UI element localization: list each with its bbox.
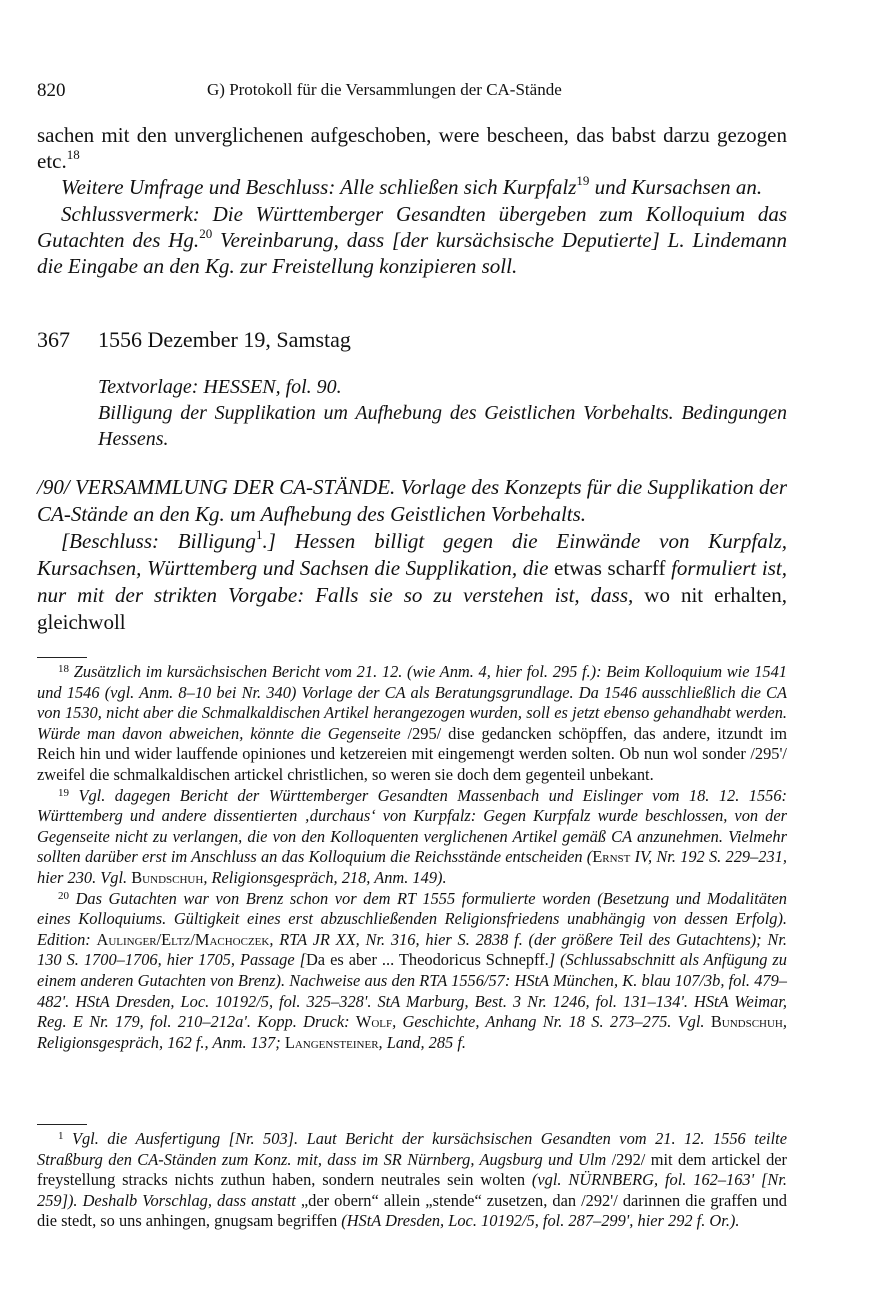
footnote-ref-20[interactable]: 20 [199,225,213,241]
textvorlage-block [98,375,787,452]
entry-title: 1556 Dezember 19, Samstag [98,327,351,352]
footnote-ref-18[interactable]: 18 [66,147,80,163]
footnote-ref-19[interactable]: 19 [576,173,590,189]
footnote-1: $^1$ Vgl. die Ausfertigung [Nr. 503]. Laut Bericht der kursächsischen Gesandten vom 21. 12. 1556 teilte Straßburg den CA-Ständen zum Konz. mit, dass im SR Nürnberg, Augsburg und Ulm /292/ mit dem artickel der freystellung stracks nichts zuthun haben, sondern neutrales sein wolten (vgl. NÜRNBERG, fol. 162–163' [Nr. 259]). Deshalb Vorschlag, dass anstatt „der obern“ allein „stende“ zusetzen, dan /292'/ darinnen die graffen und die stedt, so uns anhingen, gnugsam begriffen (HStA Dresden, Loc. 10192/5, fol. 287–299', hier 292 f. Or.). [37,1129,788,1231]
footnote-20: $^{20}$ Das Gutachten war von Brenz schon vor dem RT 1555 formulierte worden (Besetzung und Modalitäten eines Kolloquiums. Gültigkeit eines erst abzuschließenden Religionsfriedens unabhängig von dessen Erfolg). Edition: Aulinger/Eltz/Machoczek, RTA JR XX, Nr. 316, hier S. 2838 f. (der größere Teil des Gutachtens); Nr. 130 S. 1700–1706, hier 1705, Passage [Da es aber ... Theodoricus Schnepff.] (Schlussabschnitt als Anfügung zu einem anderen Gutachten von Brenz). Nachweise aus den RTA 1556/57: HStA München, K. blau 107/3b, fol. 479–482'. HStA Dresden, Loc. 10192/5, fol. 325–328'. StA Marburg, Best. 3 Nr. 1246, fol. 131–134'. HStA Weimar, Reg. E Nr. 179, fol. 210–212a'. Kopp. Druck: Wolf, Geschichte, Anhang Nr. 18 S. 273–275. Vgl. Bundschuh, Religionsgespräch, 162 f., Anm. 137; Langensteiner, Land, 285 f. [37,888,787,1052]
footnote-divider [37,657,87,658]
running-header [37,80,787,104]
footnote-19: $^{19}$ Vgl. dagegen Bericht der Württemberger Gesandten Massenbach und Eislinger vom 18. 12. 1556: Württemberg und andere dissentierten ‚durchaus‘ von Kurpfalz: Gegen Kurpfalz wurde beschlossen, von der Gegenseite nicht zu verlangen, die von den Kolloquenten verglichenen Artikel gemäß CA anzunehmen. Vielmehr sollten darüber erst im Anschluss an das Kolloquium die Reichsstände entscheiden (Ernst IV, Nr. 192 S. 229–231, hier 230. Vgl. Bundschuh, Religionsgespräch, 218, Anm. 149). [37,785,787,887]
entry-body [37,474,787,636]
paragraph-versammlung: /90/ VERSAMMLUNG DER CA-STÄNDE. Vorlage des Konzepts für die Supplikation der CA-Stände an den Kg. um Aufhebung des Geistlichen Vorbehalts. [37,475,787,526]
textvorlage-source: Textvorlage: HESSEN, fol. 90. [98,376,342,398]
footnotes-numeric [37,662,787,1053]
page-number: 820 [37,80,66,101]
paragraph-beschluss: [Beschluss: Billigung$^1$.] Hessen billigt gegen die Einwände von Kurpfalz, Kursachsen, Württemberg und Sachsen die Supplikation, die etwas scharff formuliert ist, nur mit der strikten Vorgabe: Falls sie so zu verstehen ist, dass, wo nit erhalten, gleichwoll [37,527,788,634]
footnotes-apparatus [37,1129,787,1232]
textvorlage-summary: Billigung der Supplikation um Aufhebung des Geistlichen Vorbehalts. Bedingungen Hessens. [98,401,787,450]
paragraph-umfrage: Weitere Umfrage und Beschluss: Alle schließen sich Kurpfalz$^{19}$ und Kursachsen an. [61,173,763,200]
paragraph-continuation: sachen mit den unverglichenen aufgeschoben, were bescheen, das babst darzu gezogen etc.$^{18}$ [37,123,787,174]
entry-number: 367 [37,327,70,352]
continued-text [37,122,787,279]
paragraph-schlussvermerk: Schlussvermerk: Die Württemberger Gesandten übergeben zum Kolloquium das Gutachten des Hg.$^{20}$ Vereinbarung, dass [der kursächsische Deputierte] L. Lindemann die Eingabe an den Kg. zur Freistellung konzipieren soll. [37,201,787,279]
running-title: G) Protokoll für die Versammlungen der CA-Stände [207,80,562,99]
footnote-ref-1[interactable]: 1 [255,527,263,542]
footnote-divider-2 [37,1124,87,1125]
footnote-18: $^{18}$ Zusätzlich im kursächsischen Bericht vom 21. 12. (wie Anm. 4, hier fol. 295 f.): Beim Kolloquium wie 1541 und 1546 (vgl. Anm. 8–10 bei Nr. 340) Vorlage der CA als Beratungsgrundlage. Da 1546 ausschließlich die CA von 1530, nicht aber die Schmalkaldischen Artikel herangezogen wurden, soll es jetzt ebenso gehandhabt werden. Würde man davon abweichen, könnte die Gegenseite /295/ dise gedancken schöpffen, das andere, itzundt im Reich hin und wider lauffende opiniones und ketzereien mit eingemengt werden solten. Ob nun wol sonder /295'/ zweifel die schmalkaldischen artickel christlichen, so weren sie doch dem gegenteil unbekant. [37,662,787,784]
